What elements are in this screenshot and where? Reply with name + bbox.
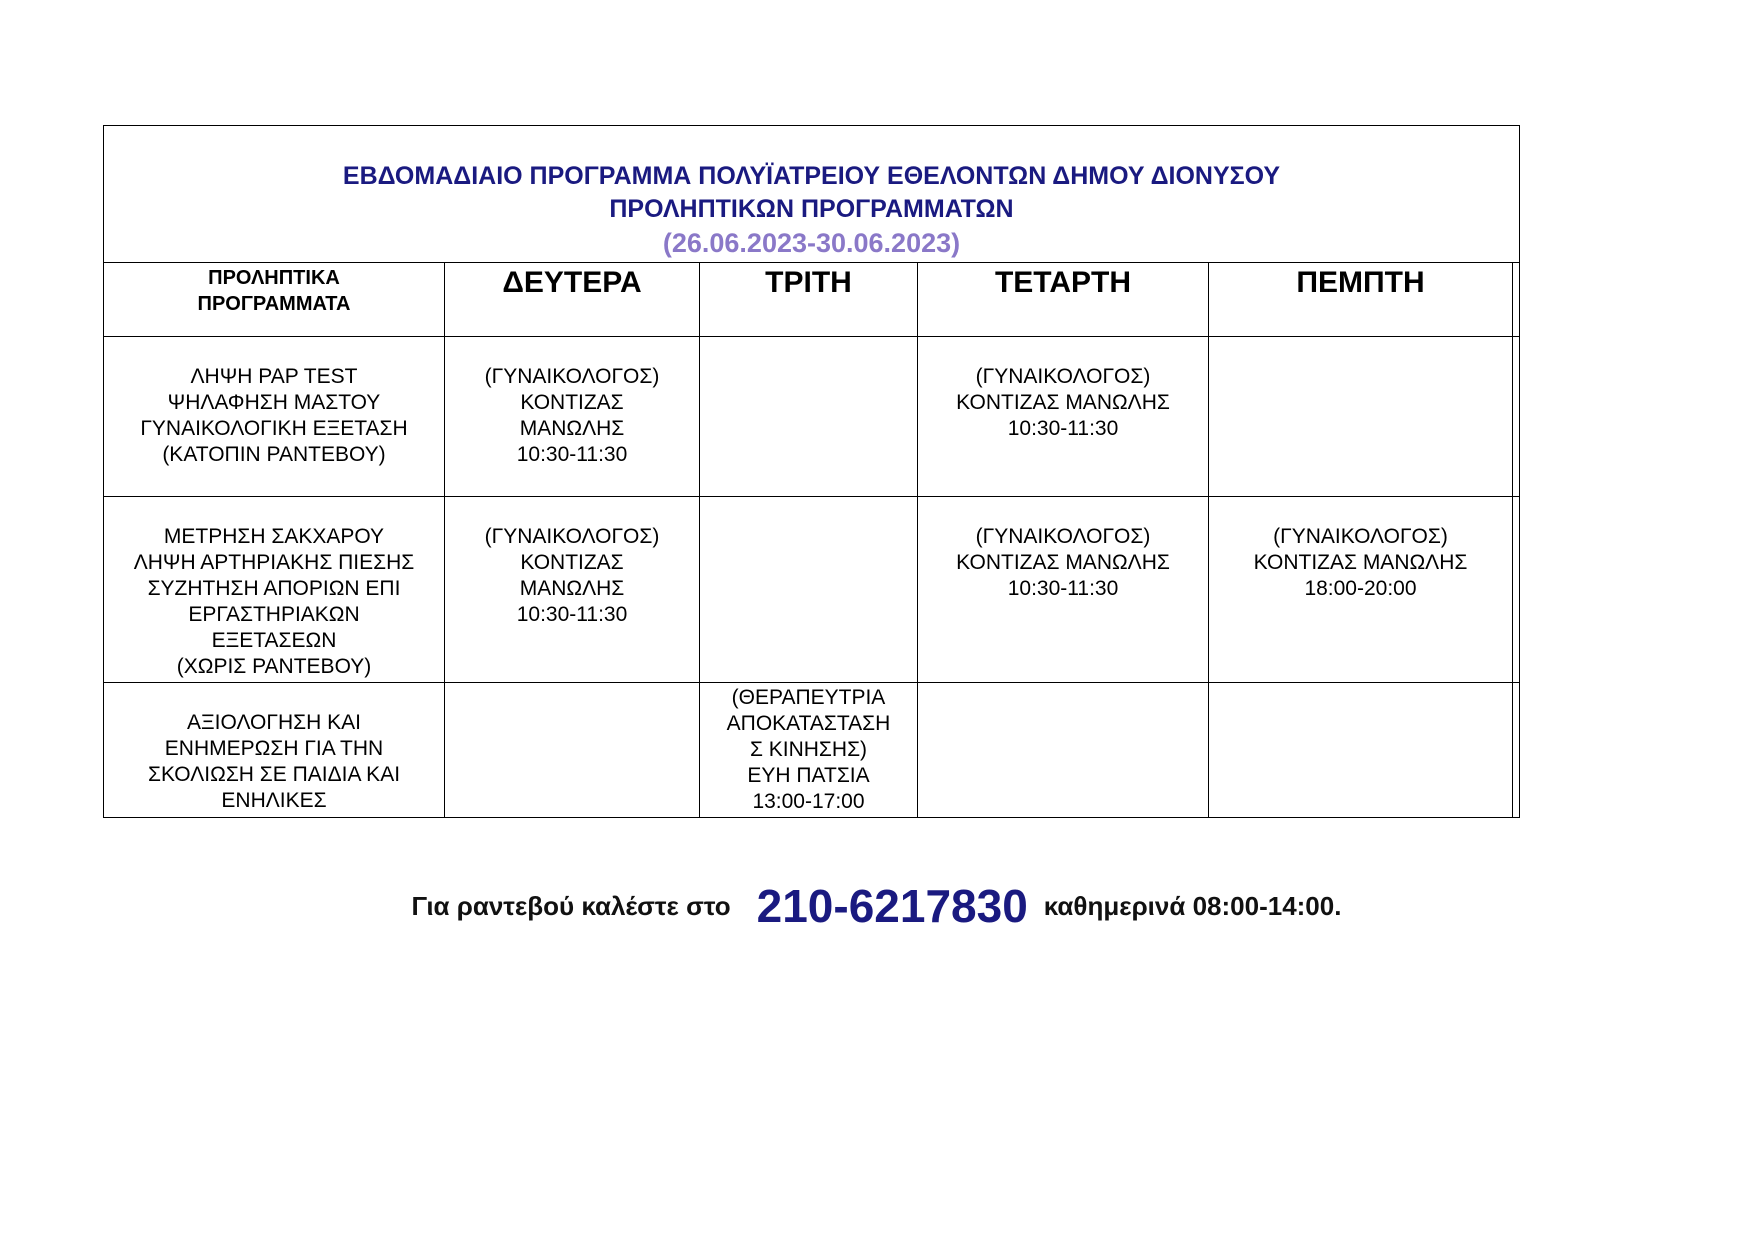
- title-block: [104, 126, 1519, 262]
- schedule-entry: (ΓΥΝΑΙΚΟΛΟΓΟΣ) ΚΟΝΤΙΖΑΣ ΜΑΝΩΛΗΣ 18:00-20:00: [1253, 525, 1468, 600]
- program-name: ΛΗΨΗ PAP TEST ΨΗΛΑΦΗΣΗ ΜΑΣΤΟΥ ΓΥΝΑΙΚΟΛΟΓΙΚΗ ΕΞΕΤΑΣΗ (ΚΑΤΟΠΙΝ ΡΑΝΤΕΒΟΥ): [140, 365, 408, 466]
- program-name: ΜΕΤΡΗΣΗ ΣΑΚΧΑΡΟΥ ΛΗΨΗ ΑΡΤΗΡΙΑΚΗΣ ΠΙΕΣΗΣ ΣΥΖΗΤΗΣΗ ΑΠΟΡΙΩΝ ΕΠΙ ΕΡΓΑΣΤΗΡΙΑΚΩΝ ΕΞΕΤΑΣΕΩΝ (ΧΩΡΙΣ ΡΑΝΤΕΒΟΥ): [133, 525, 415, 678]
- schedule-entry: (ΘΕΡΑΠΕΥΤΡΙΑ ΑΠΟΚΑΤΑΣΤΑΣΗ Σ ΚΙΝΗΣΗΣ) ΕΥΗ ΠΑΤΣΙΑ 13:00-17:00: [726, 686, 891, 813]
- header-cell-tuesday: [700, 263, 917, 336]
- program-cell: [104, 337, 444, 496]
- header-cell-monday: [445, 263, 699, 336]
- schedule-cell-wednesday: [918, 497, 1208, 682]
- document-title: ΕΒΔΟΜΑΔΙΑΙΟ ΠΡΟΓΡΑΜΜΑ ΠΟΛΥΪΑΤΡΕΙΟΥ ΕΘΕΛΟΝΤΩΝ ΔΗΜΟΥ ΔΙΟΝΥΣΟΥ: [342, 162, 1281, 190]
- schedule-cell-tuesday: [700, 683, 917, 818]
- document-subtitle: ΠΡΟΛΗΠΤΙΚΩΝ ΠΡΟΓΡΑΜΜΑΤΩΝ: [609, 195, 1014, 223]
- schedule-entry: (ΓΥΝΑΙΚΟΛΟΓΟΣ) ΚΟΝΤΙΖΑΣ ΜΑΝΩΛΗΣ 10:30-11:30: [956, 365, 1170, 440]
- schedule-entry: (ΓΥΝΑΙΚΟΛΟΓΟΣ) ΚΟΝΤΙΖΑΣ ΜΑΝΩΛΗΣ 10:30-11:30: [956, 525, 1170, 600]
- phone-number[interactable]: 210-6217830: [756, 880, 1028, 932]
- program-cell: [104, 683, 444, 818]
- header-label: ΤΕΤΑΡΤΗ: [994, 266, 1132, 299]
- header-label: ΠΡΟΛΗΠΤΙΚΑ ΠΡΟΓΡΑΜΜΑΤΑ: [197, 267, 351, 315]
- schedule-cell-monday: [445, 337, 699, 496]
- header-label: ΔΕΥΤΕΡΑ: [502, 266, 642, 299]
- date-range: (26.06.2023-30.06.2023): [662, 228, 961, 258]
- program-name: ΑΞΙΟΛΟΓΗΣΗ ΚΑΙ ΕΝΗΜΕΡΩΣΗ ΓΙΑ ΤΗΝ ΣΚΟΛΙΩΣΗ ΣΕ ΠΑΙΔΙΑ ΚΑΙ ΕΝΗΛΙΚΕΣ: [147, 711, 401, 812]
- schedule-cell-thursday: [1209, 337, 1512, 496]
- schedule-cell-tuesday: [700, 497, 917, 682]
- divider: [1512, 262, 1513, 818]
- schedule-cell-monday: [445, 683, 699, 818]
- schedule-entry: (ΓΥΝΑΙΚΟΛΟΓΟΣ) ΚΟΝΤΙΖΑΣ ΜΑΝΩΛΗΣ 10:30-11:30: [484, 365, 660, 466]
- program-cell: [104, 497, 444, 682]
- schedule-sheet: [103, 125, 1520, 818]
- appointment-footer: [0, 876, 1753, 936]
- header-cell-programs: [104, 263, 444, 336]
- schedule-cell-wednesday: [918, 337, 1208, 496]
- header-label: ΠΕΜΠΤΗ: [1296, 266, 1425, 299]
- header-cell-thursday: [1209, 263, 1512, 336]
- schedule-cell-thursday: [1209, 497, 1512, 682]
- schedule-cell-tuesday: [700, 337, 917, 496]
- schedule-cell-monday: [445, 497, 699, 682]
- footer-suffix: καθημερινά 08:00-14:00.: [1043, 890, 1342, 921]
- schedule-cell-thursday: [1209, 683, 1512, 818]
- header-cell-wednesday: [918, 263, 1208, 336]
- header-label: ΤΡΙΤΗ: [765, 266, 852, 299]
- footer-prefix: Για ραντεβού καλέστε στο: [411, 890, 731, 921]
- schedule-cell-wednesday: [918, 683, 1208, 818]
- schedule-entry: (ΓΥΝΑΙΚΟΛΟΓΟΣ) ΚΟΝΤΙΖΑΣ ΜΑΝΩΛΗΣ 10:30-11:30: [484, 525, 660, 626]
